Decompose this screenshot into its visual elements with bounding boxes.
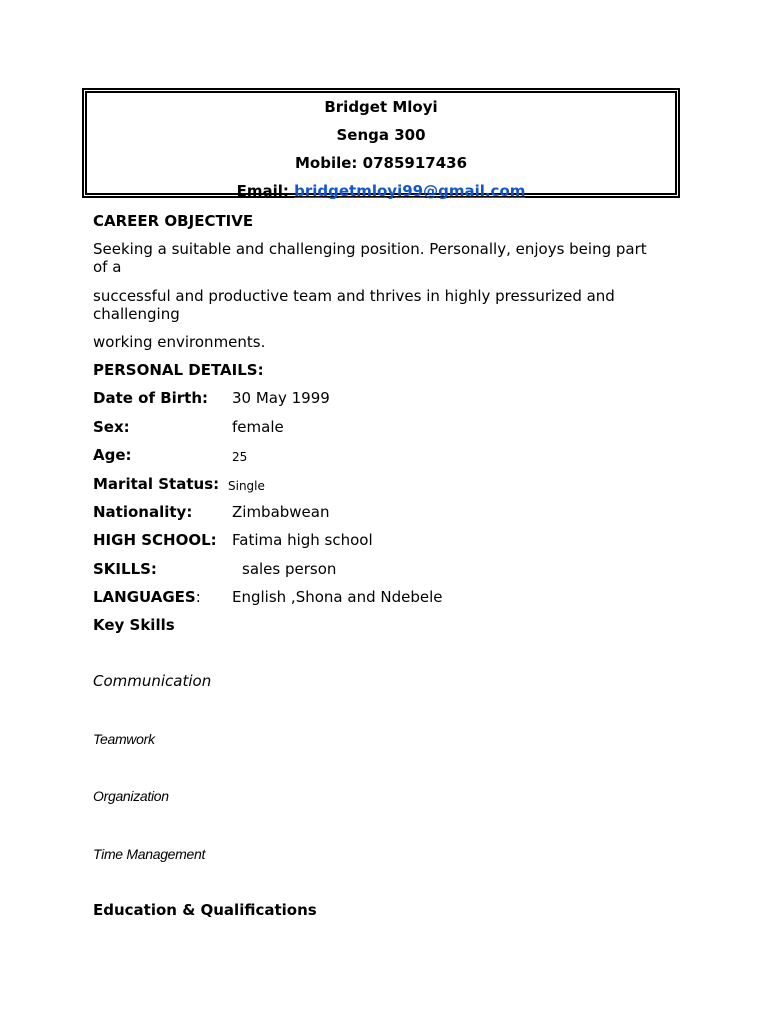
sex-label: Sex:	[93, 418, 130, 436]
career-objective-text-2b: challenging	[93, 305, 180, 323]
key-skill-item: Communication	[93, 672, 212, 690]
languages-colon: :	[195, 588, 201, 606]
high-school-label: HIGH SCHOOL:	[93, 531, 217, 549]
key-skill-item: Teamwork	[93, 731, 155, 747]
career-objective-text-1: Seeking a suitable and challenging position. Personally, enjoys being part	[93, 240, 647, 258]
marital-status-value: Single	[228, 479, 265, 493]
languages-value: English ,Shona and Ndebele	[232, 588, 443, 606]
marital-status-label: Marital Status:	[93, 475, 220, 493]
email-label: Email:	[236, 182, 295, 200]
age-value: 25	[232, 450, 248, 464]
age-label: Age:	[93, 446, 132, 464]
skills-value: sales person	[242, 560, 337, 578]
mobile-label: Mobile:	[294, 154, 363, 172]
career-objective-heading: CAREER OBJECTIVE	[93, 212, 254, 230]
high-school-value: Fatima high school	[232, 531, 373, 549]
skills-label: SKILLS:	[93, 560, 157, 578]
key-skills-heading: Key Skills	[93, 616, 175, 634]
dob-value: 30 May 1999	[232, 389, 330, 407]
education-heading: Education & Qualifications	[93, 901, 317, 919]
dob-label: Date of Birth:	[93, 389, 209, 407]
nationality-value: Zimbabwean	[232, 503, 330, 521]
email-line	[87, 182, 675, 200]
personal-details-heading: PERSONAL DETAILS:	[93, 361, 264, 379]
nationality-label: Nationality:	[93, 503, 193, 521]
applicant-name: Bridget Mloyi	[324, 98, 438, 116]
key-skill-item: Time Management	[93, 846, 206, 862]
key-skill-item: Organization	[93, 788, 169, 804]
languages-label: LANGUAGES	[93, 588, 196, 606]
mobile-line	[87, 154, 675, 172]
career-objective-text-1b: of a	[93, 258, 122, 276]
mobile-number: 0785917436	[362, 154, 468, 172]
email-link[interactable]: bridgetmloyi99@gmail.com	[294, 182, 526, 200]
languages-label-line	[93, 588, 201, 606]
career-objective-text-3: working environments.	[93, 333, 266, 351]
sex-value: female	[232, 418, 284, 436]
applicant-address: Senga 300	[336, 126, 426, 144]
contact-header-box	[82, 88, 680, 198]
career-objective-text-2: successful and productive team and thrives in highly pressurized and	[93, 287, 615, 305]
